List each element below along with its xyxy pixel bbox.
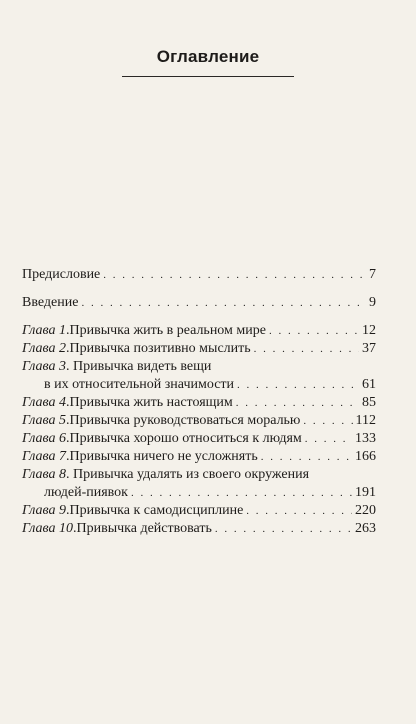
dot-leader (237, 376, 359, 394)
dot-leader (103, 266, 366, 284)
toc-entry-title: Предисловие (22, 267, 101, 282)
toc-entry-chapter (22, 520, 376, 538)
chapter-label: Глава 6 (22, 431, 66, 446)
table-of-contents (22, 266, 376, 538)
dot-leader (236, 394, 359, 412)
dot-leader (261, 448, 352, 466)
label-separator: . (65, 503, 70, 518)
chapter-label: Глава 7 (22, 449, 66, 464)
dot-leader (303, 412, 352, 430)
toc-entry-chapter (22, 340, 376, 358)
toc-page-number: 9 (369, 295, 376, 310)
toc-entry-chapter (22, 322, 376, 340)
label-separator: . (72, 521, 77, 536)
chapter-title: Привычка жить в реальном мире (69, 323, 266, 338)
toc-page-number: 61 (362, 377, 376, 392)
toc-page-number: 37 (362, 341, 376, 356)
chapter-label: Глава 3 (22, 359, 66, 374)
toc-entry-chapter (22, 358, 376, 376)
dot-leader (269, 322, 359, 340)
toc-page-number: 85 (362, 395, 376, 410)
toc-entry-chapter (22, 448, 376, 466)
toc-page-number: 133 (355, 431, 376, 446)
chapter-title: Привычка к самодисциплине (69, 503, 244, 518)
dot-leader (246, 502, 352, 520)
toc-entry-continuation (22, 484, 376, 502)
label-separator: . (65, 467, 73, 482)
dot-leader (215, 520, 352, 538)
chapter-label: Глава 5 (22, 413, 66, 428)
dot-leader (254, 340, 359, 358)
chapter-list (22, 322, 376, 538)
label-separator: . (65, 323, 70, 338)
toc-entry-introduction (22, 294, 376, 312)
toc-entry-preface (22, 266, 376, 284)
chapter-title: Привычка жить настоящим (69, 395, 233, 410)
chapter-label: Глава 1 (22, 323, 66, 338)
toc-entry-chapter (22, 394, 376, 412)
toc-page-number: 263 (355, 521, 376, 536)
label-separator: . (65, 449, 70, 464)
chapter-title: Привычка хорошо относиться к людям (69, 431, 302, 446)
toc-page-number: 166 (355, 449, 376, 464)
chapter-label: Глава 9 (22, 503, 66, 518)
toc-entry-continuation (22, 376, 376, 394)
chapter-label: Глава 2 (22, 341, 66, 356)
toc-entry-chapter (22, 466, 376, 484)
toc-page-number: 7 (369, 267, 376, 282)
chapter-label: Глава 4 (22, 395, 66, 410)
chapter-title-continuation: людей-пиявок (44, 485, 128, 500)
chapter-title: Привычка позитивно мыслить (69, 341, 251, 356)
label-separator: . (65, 359, 73, 374)
chapter-label: Глава 8 (22, 467, 66, 482)
chapter-title: Привычка действовать (76, 521, 212, 536)
toc-entry-chapter (22, 502, 376, 520)
label-separator: . (65, 413, 70, 428)
heading-underline (122, 76, 294, 77)
chapter-title: Привычка удалять из своего окружения (72, 467, 310, 482)
toc-page-number: 191 (355, 485, 376, 500)
toc-page-number: 220 (355, 503, 376, 518)
dot-leader (81, 294, 366, 312)
label-separator: . (65, 395, 70, 410)
toc-entry-title: Введение (22, 295, 79, 310)
dot-leader (305, 430, 352, 448)
label-separator: . (65, 341, 70, 356)
chapter-title: Привычка ничего не усложнять (69, 449, 258, 464)
toc-entry-chapter (22, 430, 376, 448)
toc-page-number: 12 (362, 323, 376, 338)
dot-leader (131, 484, 352, 502)
chapter-title-continuation: в их относительной значимости (44, 377, 235, 392)
toc-page-number: 112 (355, 413, 376, 428)
label-separator: . (65, 431, 70, 446)
chapter-title: Привычка руководствоваться моралью (69, 413, 301, 428)
toc-heading: Оглавление (156, 47, 260, 66)
chapter-title: Привычка видеть вещи (72, 359, 212, 374)
toc-entry-chapter (22, 412, 376, 430)
chapter-label: Глава 10 (22, 521, 73, 536)
